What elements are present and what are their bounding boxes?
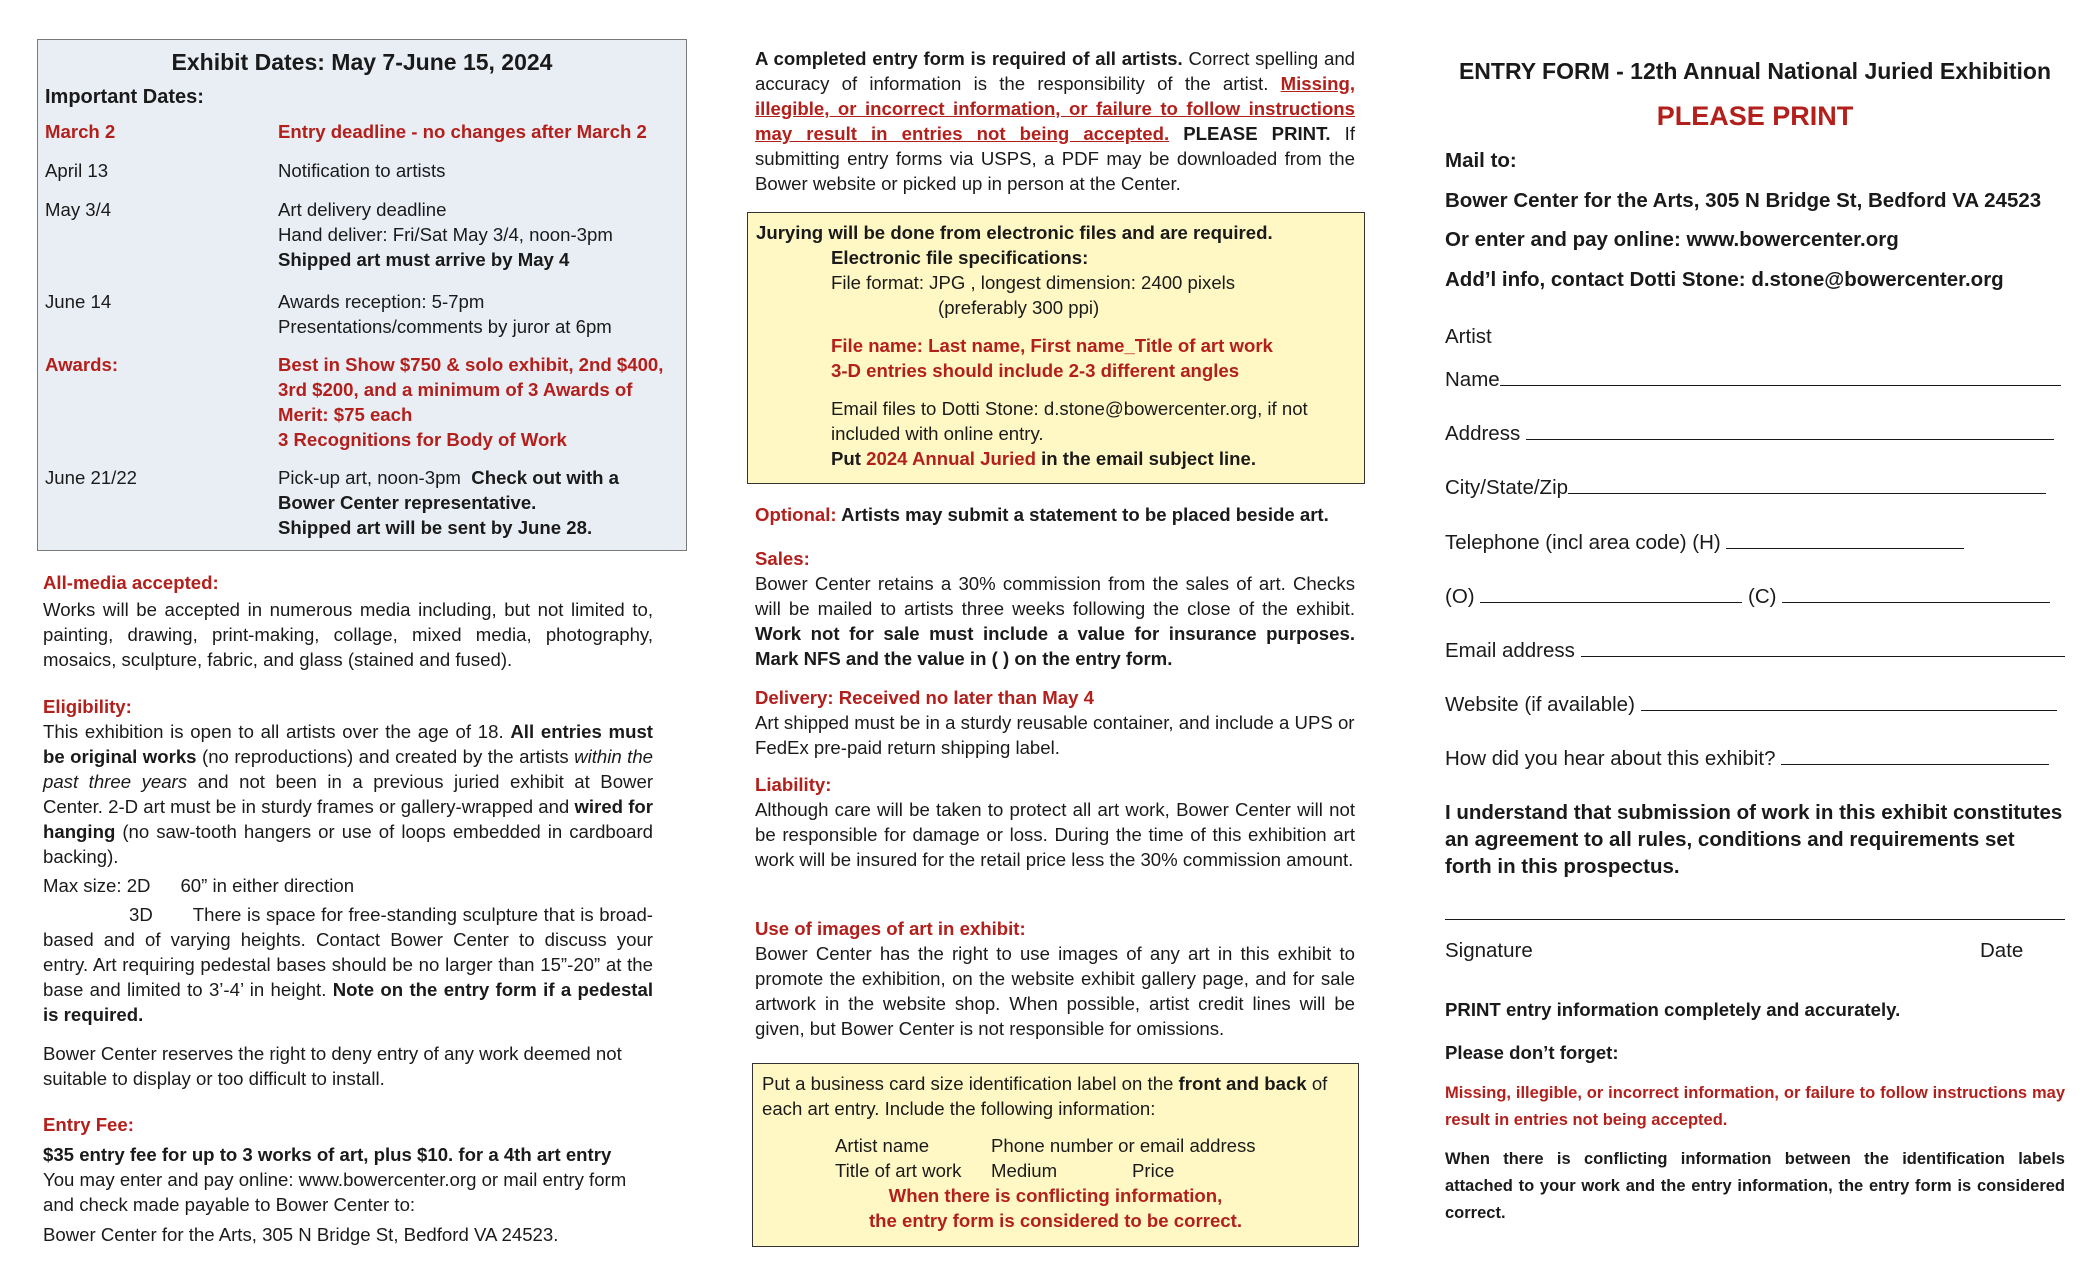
label-phone: Phone number or email address xyxy=(991,1135,1256,1156)
size-3d-label: 3D xyxy=(129,904,153,925)
intro-bold: A completed entry form is required of all artists. xyxy=(755,48,1183,69)
pickup-text: Pick-up art, noon-3pm xyxy=(278,467,461,488)
intro-part: If submitting entry forms via USPS, a PDF may be downloaded from the Bower website or picked up in person at the Center. xyxy=(755,123,1355,194)
sales-bold: Work not for sale must include a value for insurance purposes. Mark NFS and the value in ( ) on the entry form. xyxy=(755,623,1355,669)
date-line: Hand deliver: Fri/Sat May 3/4, noon-3pm xyxy=(278,224,613,245)
hear-line[interactable] xyxy=(1781,744,2049,765)
jury-format: File format: JPG , longest dimension: 2400 pixels xyxy=(831,272,1236,293)
important-dates-label: Important Dates: xyxy=(45,86,204,108)
delivery-heading: Delivery: Received no later than May 4 xyxy=(755,687,1094,708)
important-dates-box xyxy=(37,39,687,551)
entry-fee-address: Bower Center for the Arts, 305 N Bridge St, Bedford VA 24523. xyxy=(43,1224,559,1245)
date-label: June 21/22 xyxy=(45,467,138,488)
artist-label: Artist xyxy=(1445,325,1492,348)
label-artist: Artist name xyxy=(835,1135,930,1156)
name-line[interactable] xyxy=(1500,365,2061,386)
online-entry: Or enter and pay online: www.bowercenter.org xyxy=(1445,228,1899,251)
eligibility-heading: Eligibility: xyxy=(43,696,132,717)
phone-o-line[interactable] xyxy=(1480,582,1742,603)
date-label: Date xyxy=(1980,939,2024,962)
name-field[interactable] xyxy=(1445,365,2065,393)
entry-fee-heading: Entry Fee: xyxy=(43,1114,134,1135)
label-conflict-1: When there is conflicting information, xyxy=(888,1185,1223,1206)
jury-put-subject: 2024 Annual Juried xyxy=(866,448,1036,469)
jury-3d: 3-D entries should include 2-3 different angles xyxy=(831,360,1240,381)
jury-put-part: Put xyxy=(831,448,867,469)
mail-address: Bower Center for the Arts, 305 N Bridge St, Bedford VA 24523 xyxy=(1445,189,2042,212)
label-part: Put a business card size identification label on the xyxy=(762,1073,1179,1094)
website-line[interactable] xyxy=(1641,690,2057,711)
elig-part: (no saw-tooth hangers or use of loops embedded in cardboard backing). xyxy=(43,821,653,867)
email-field[interactable] xyxy=(1445,636,2065,664)
elig-part: This exhibition is open to all artists over the age of 18. xyxy=(43,721,511,742)
telephone-field[interactable] xyxy=(1445,528,2065,556)
address-label: Address xyxy=(1445,422,1521,445)
hear-field[interactable] xyxy=(1445,744,2065,772)
media-heading: All-media accepted: xyxy=(43,572,219,593)
id-label-box xyxy=(752,1063,1359,1247)
awards-line: 3 Recognitions for Body of Work xyxy=(278,429,567,450)
date-label: May 3/4 xyxy=(45,199,112,220)
max-size-2d: 60” in either direction xyxy=(180,875,355,896)
phone-c-line[interactable] xyxy=(1782,582,2050,603)
hear-label: How did you hear about this exhibit? xyxy=(1445,747,1776,770)
signature-label: Signature xyxy=(1445,939,1533,962)
signature-line[interactable] xyxy=(1445,919,2065,920)
intro-text xyxy=(755,46,1355,196)
jury-spec: Electronic file specifications: xyxy=(831,247,1089,268)
city-line[interactable] xyxy=(1568,473,2046,494)
date-detail xyxy=(278,197,683,272)
optional-text: Artists may submit a statement to be placed beside art. xyxy=(836,504,1329,525)
date-line: Shipped art must arrive by May 4 xyxy=(278,249,570,270)
images-heading: Use of images of art in exhibit: xyxy=(755,918,1026,939)
date-label: June 14 xyxy=(45,291,112,312)
phone-oc-field[interactable] xyxy=(1445,582,2065,610)
website-label: Website (if available) xyxy=(1445,693,1635,716)
delivery-text: Art shipped must be in a sturdy reusable container, and include a UPS or FedEx pre-paid return shipping label. xyxy=(755,712,1355,758)
max-size-row xyxy=(43,873,653,898)
awards-label: Awards: xyxy=(45,354,119,375)
date-line: Art delivery deadline xyxy=(278,199,447,220)
label-instructions xyxy=(762,1071,1352,1121)
sales-part: Bower Center retains a 30% commission from the sales of art. Checks will be mailed to artists three weeks following the close of the exhibit. xyxy=(755,573,1355,619)
eligibility-text xyxy=(43,719,653,869)
date-line: Bower Center representative. xyxy=(278,492,537,513)
elig-part: and not been in a previous juried exhibit at Bower Center. 2-D art must be in sturdy frames or gallery-wrapped and xyxy=(43,771,654,817)
telephone-home-line[interactable] xyxy=(1726,528,1964,549)
missing-warning: Missing, illegible, or incorrect information, or failure to follow instructions may result in entries not being accepted. xyxy=(1445,1084,2065,1129)
please-print: PLEASE PRINT xyxy=(1656,101,1854,131)
jury-pref: (preferably 300 ppi) xyxy=(938,297,1100,318)
size-3d-bold: Note on the entry form if a pedestal is required. xyxy=(43,979,653,1025)
images-text: Bower Center has the right to use images of any art in this exhibit to promote the exhibition, on the website exhibit gallery page, and for sale artwork in the website shop. When possible, artist credit lines will be given, but Bower Center is not responsible for omissions. xyxy=(755,943,1355,1039)
print-info: PRINT entry information completely and accurately. xyxy=(1445,999,1901,1020)
media-text: Works will be accepted in numerous media including, but not limited to, painting, drawing, print-making, collage, mixed media, photography, mosaics, sculpture, fabric, and glass (stained and fused). xyxy=(43,599,653,670)
elig-bold: wired for hanging xyxy=(43,796,654,842)
reserve-text: Bower Center reserves the right to deny entry of any work deemed not suitable to display or too difficult to install. xyxy=(43,1043,622,1089)
size-3d-part: There is space for free-standing sculpture that is broad-based and of varying heights. Contact Bower Center to discuss your entry. Art requiring pedestal bases should be no larger than 15”-20” at the base and limited to 3’-4’ in height. xyxy=(43,904,653,1000)
date-line: Presentations/comments by juror at 6pm xyxy=(278,316,612,337)
date-line xyxy=(278,465,683,490)
phone-o-label: (O) xyxy=(1445,585,1475,608)
conflict-note: When there is conflicting information between the identification labels attached to your work and the entry information, the entry form is considered correct. xyxy=(1445,1150,2065,1222)
awards-line: Best in Show $750 & solo exhibit, 2nd $400, xyxy=(278,354,664,375)
jurying-box xyxy=(747,212,1365,484)
contact-info: Add’l info, contact Dotti Stone: d.stone@bowercenter.org xyxy=(1445,268,2004,291)
exhibit-dates-heading: Exhibit Dates: May 7-June 15, 2024 xyxy=(171,49,553,75)
awards-line: Merit: $75 each xyxy=(278,404,413,425)
label-medium: Medium xyxy=(991,1160,1058,1181)
sales-text xyxy=(755,571,1355,671)
city-label: City/State/Zip xyxy=(1445,476,1569,499)
phone-c-label: (C) xyxy=(1748,585,1777,608)
date-label: April 13 xyxy=(45,160,109,181)
jury-put xyxy=(831,446,1256,471)
email-line[interactable] xyxy=(1581,636,2065,657)
agreement-text: I understand that submission of work in this exhibit constitutes an agreement to all rules, conditions and requirements set forth in this prospectus. xyxy=(1445,801,2063,878)
checkout-text: Check out with a xyxy=(471,467,620,488)
date-detail xyxy=(278,289,683,339)
label-bold: front and back xyxy=(1178,1073,1307,1094)
liability-heading: Liability: xyxy=(755,774,832,795)
jury-put-part: in the email subject line. xyxy=(1035,448,1257,469)
intro-please-print: PLEASE PRINT. xyxy=(1169,123,1331,144)
dont-forget: Please don’t forget: xyxy=(1445,1042,1619,1063)
address-line[interactable] xyxy=(1526,419,2054,440)
max-size-label: Max size: 2D xyxy=(43,875,151,896)
date-detail xyxy=(278,465,683,540)
label-title: Title of art work xyxy=(835,1160,962,1181)
optional-row xyxy=(755,502,1355,527)
jury-email: Email files to Dotti Stone: d.stone@bowercenter.org, if not included with online entry. xyxy=(831,398,1308,444)
name-label: Name xyxy=(1445,368,1500,391)
entry-fee-text: You may enter and pay online: www.bowercenter.org or mail entry form and check made payable to Bower Center to: xyxy=(43,1169,627,1215)
address-field[interactable] xyxy=(1445,419,2065,447)
date-detail: Entry deadline - no changes after March 2 xyxy=(278,121,647,142)
form-title: ENTRY FORM - 12th Annual National Juried Exhibition xyxy=(1458,58,2052,84)
telephone-label: Telephone (incl area code) (H) xyxy=(1445,531,1721,554)
date-line: Shipped art will be sent by June 28. xyxy=(278,517,593,538)
date-label: March 2 xyxy=(45,121,116,142)
liability-text: Although care will be taken to protect all art work, Bower Center will not be responsible for damage or loss. During the time of this exhibition art work will be insured for the retail price less the 30% commission amount. xyxy=(755,799,1355,870)
awards-detail xyxy=(278,352,683,452)
date-line: Awards reception: 5-7pm xyxy=(278,291,485,312)
optional-label: Optional: xyxy=(755,504,837,525)
label-part: of each art entry. Include the following information: xyxy=(762,1073,1328,1119)
elig-part: (no reproductions) and created by the artists xyxy=(196,746,575,767)
intro-part: Correct spelling and accuracy of information is the responsibility of the artist. xyxy=(755,48,1355,94)
size-3d-text xyxy=(43,902,653,1027)
label-conflict-2: the entry form is considered to be correct. xyxy=(868,1210,1242,1231)
mail-to: Mail to: xyxy=(1445,149,1517,172)
jury-heading: Jurying will be done from electronic files and are required. xyxy=(756,222,1273,243)
email-label: Email address xyxy=(1445,639,1575,662)
elig-italic: within the past three years xyxy=(43,746,653,792)
city-field[interactable] xyxy=(1445,473,2065,501)
intro-warning: Missing, illegible, or incorrect information, or failure to follow instructions may result in entries not being accepted. xyxy=(755,73,1355,144)
awards-line: 3rd $200, and a minimum of 3 Awards of xyxy=(278,379,633,400)
jury-filename: File name: Last name, First name_Title of art work xyxy=(831,335,1273,356)
entry-fee-bold: $35 entry fee for up to 3 works of art, plus $10. for a 4th art entry xyxy=(43,1144,612,1165)
label-price: Price xyxy=(1132,1160,1175,1181)
elig-bold: All entries must be original works xyxy=(43,721,653,767)
sales-heading: Sales: xyxy=(755,548,810,569)
website-field[interactable] xyxy=(1445,690,2065,718)
date-detail: Notification to artists xyxy=(278,160,446,181)
